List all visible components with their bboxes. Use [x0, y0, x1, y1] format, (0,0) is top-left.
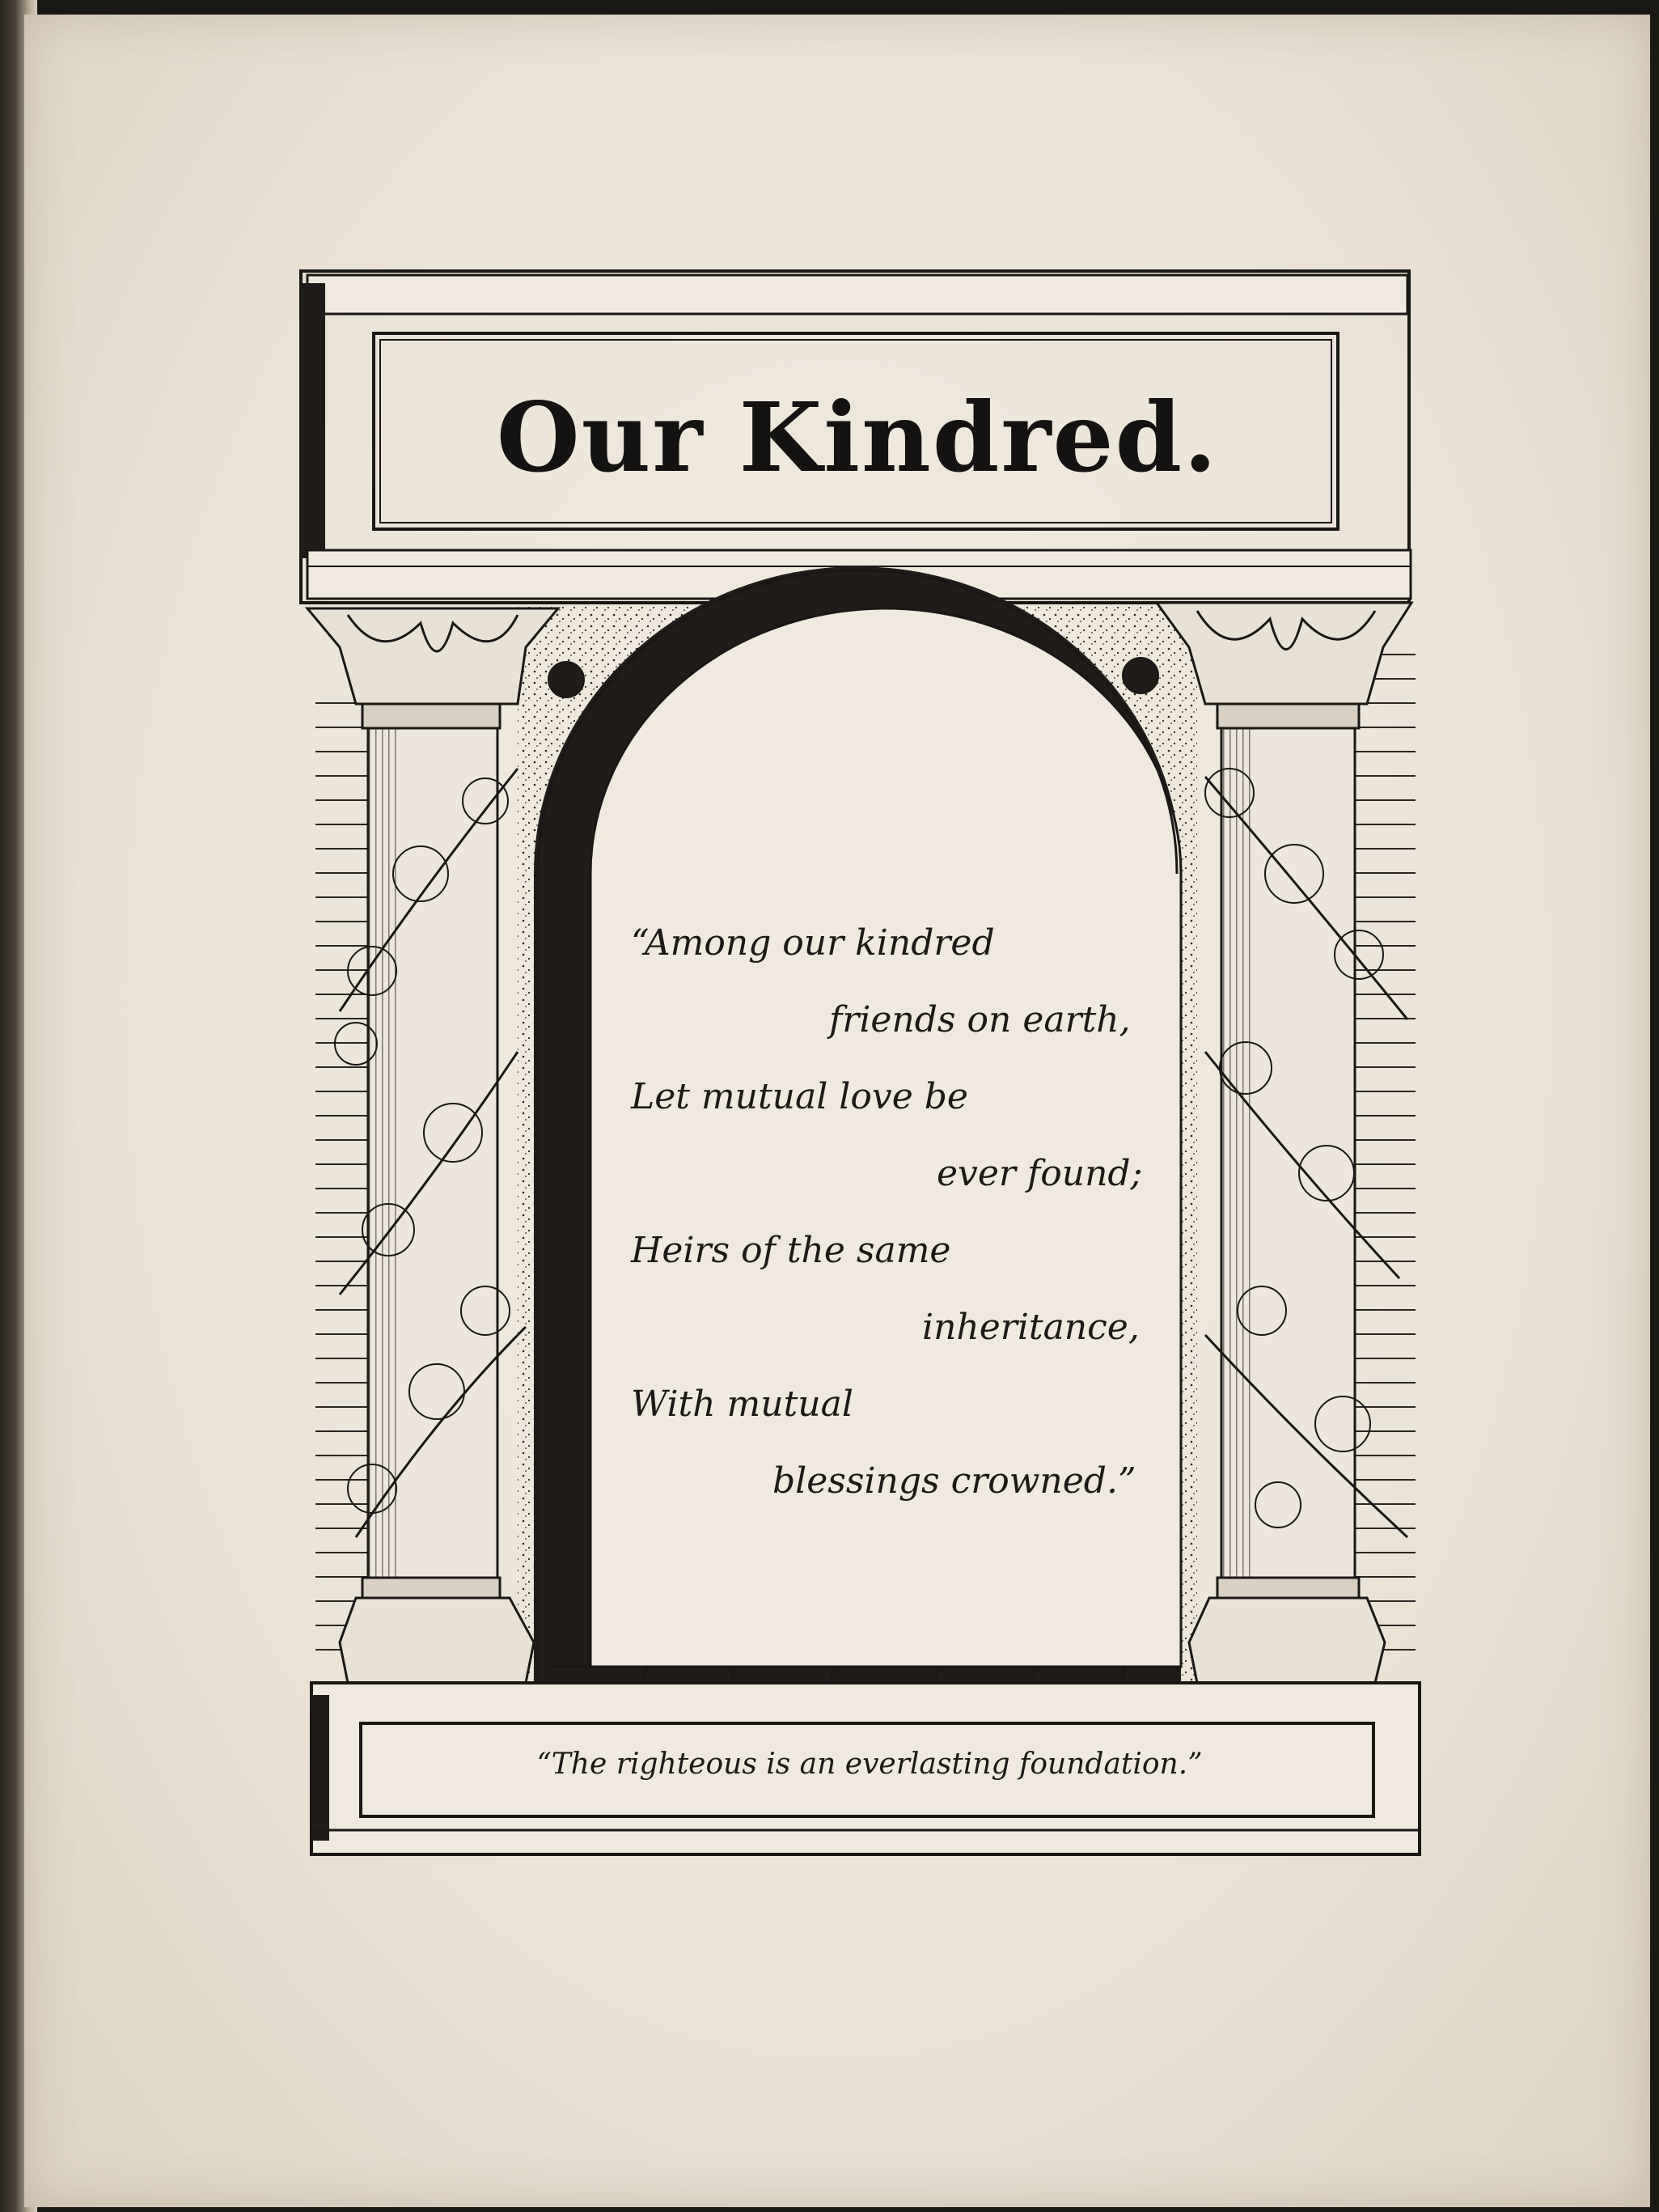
poem-line: blessings crowned.”: [772, 1460, 1136, 1502]
poem-line: inheritance,: [922, 1307, 1140, 1348]
poem-line: ever found;: [937, 1153, 1143, 1194]
poem-line: With mutual: [631, 1384, 853, 1425]
footer-quote: “The righteous is an everlasting foundation.”: [536, 1747, 1203, 1781]
page-title: Our Kindred.: [496, 380, 1219, 494]
poem-line: Let mutual love be: [631, 1076, 968, 1117]
poem-line: “Among our kindred: [631, 922, 995, 964]
poem-line: friends on earth,: [829, 999, 1131, 1040]
arch: [534, 566, 1181, 1691]
poem-line: Heirs of the same: [631, 1230, 951, 1271]
